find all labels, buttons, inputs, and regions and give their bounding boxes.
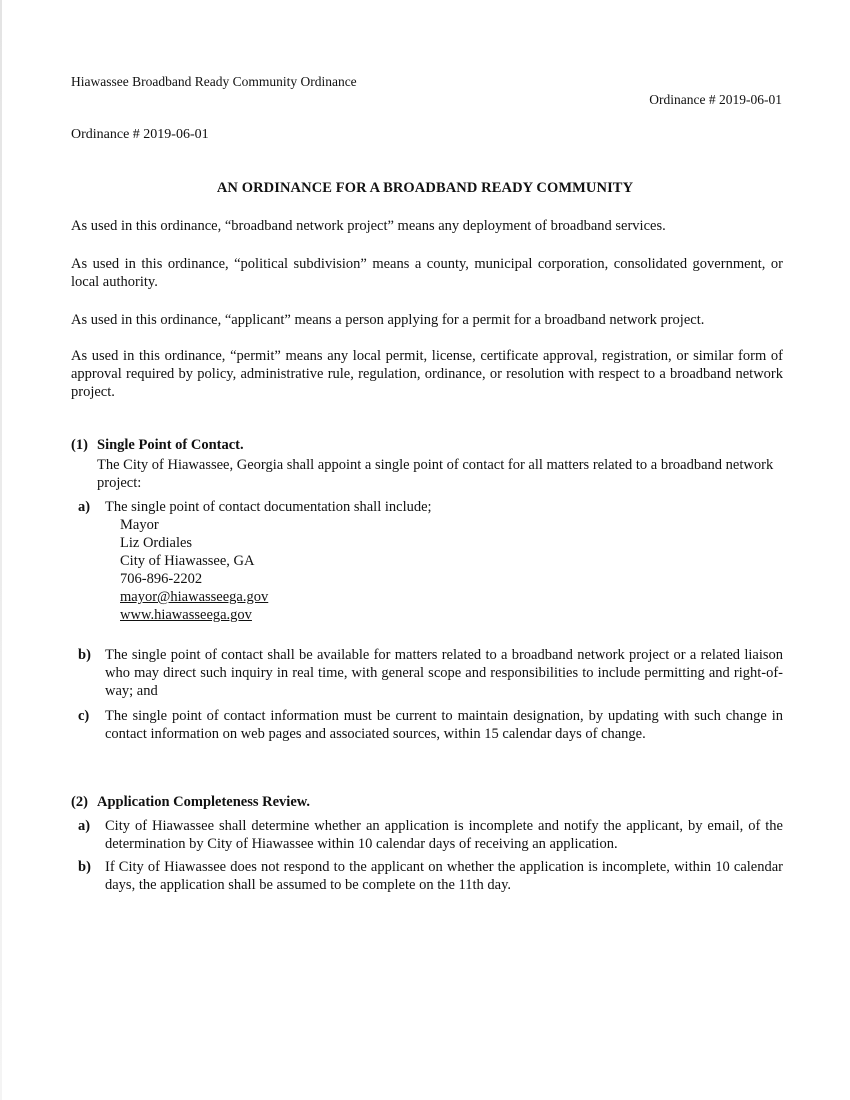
item-label: a)	[78, 818, 91, 834]
item-text: City of Hiawassee shall determine whether an application is incomplete and notify the applicant, by email, of the determination by City of Hiawassee within 10 calendar days of receiving an application.	[105, 818, 783, 852]
section-1-item-b	[78, 646, 783, 700]
section-2-item-b	[78, 858, 783, 894]
ordinance-number: Ordinance # 2019-06-01	[71, 127, 209, 142]
definition-applicant: As used in this ordinance, “applicant” means a person applying for a permit for a broadband network project.	[71, 312, 705, 328]
section-1-intro: The City of Hiawassee, Georgia shall appoint a single point of contact for all matters related to a broadband network project:	[97, 457, 774, 491]
contact-email-link[interactable]: mayor@hiawasseega.gov	[120, 589, 269, 605]
contact-name: Liz Ordiales	[120, 535, 193, 551]
item-text: The single point of contact information must be current to maintain designation, by updating with such change in contact information on web pages and associated sources, within 15 calendar days of change.	[105, 708, 783, 742]
section-2-heading	[71, 794, 310, 811]
scan-edge-shadow	[0, 0, 2, 1100]
item-text: If City of Hiawassee does not respond to the applicant on whether the application is incomplete, within 10 calendar days, the application shall be assumed to be complete on the 11th day.	[105, 859, 783, 893]
contact-phone: 706-896-2202	[120, 571, 203, 587]
section-1-item-c	[78, 707, 783, 743]
item-label: a)	[78, 499, 91, 515]
document-header-title: Hiawassee Broadband Ready Community Ordinance	[71, 74, 357, 89]
item-label: b)	[78, 647, 91, 663]
definition-permit: As used in this ordinance, “permit” means any local permit, license, certificate approval, registration, or similar form of approval required by policy, administrative rule, regulation, ordinance, or resolution with respect to a broadband network project.	[71, 348, 783, 400]
contact-website-link[interactable]: www.hiawasseega.gov	[120, 607, 252, 623]
contact-block	[120, 516, 268, 624]
section-1-heading	[71, 437, 244, 454]
section-2-number: (2)	[71, 794, 88, 810]
contact-title: Mayor	[120, 517, 159, 533]
item-text: The single point of contact shall be available for matters related to a broadband network project or a related liaison who may direct such inquiry in real time, with general scope and responsibilities to include permitting and right-of-way; and	[105, 647, 783, 699]
item-label: b)	[78, 859, 91, 875]
item-text: The single point of contact documentation shall include;	[105, 499, 432, 515]
item-label: c)	[78, 708, 90, 724]
contact-city: City of Hiawassee, GA	[120, 553, 255, 569]
section-1-item-a	[78, 498, 783, 516]
section-1-title: Single Point of Contact.	[97, 437, 244, 453]
section-2-item-a	[78, 817, 783, 853]
ordinance-title: AN ORDINANCE FOR A BROADBAND READY COMMUNITY	[216, 180, 634, 196]
section-2-title: Application Completeness Review.	[97, 794, 311, 810]
definition-broadband-network-project: As used in this ordinance, “broadband network project” means any deployment of broadband services.	[71, 218, 666, 234]
section-1-number: (1)	[71, 437, 88, 453]
definition-political-subdivision: As used in this ordinance, “political subdivision” means a county, municipal corporation, consolidated government, or local authority.	[71, 256, 783, 290]
document-header-ordinance-number: Ordinance # 2019-06-01	[649, 92, 782, 107]
